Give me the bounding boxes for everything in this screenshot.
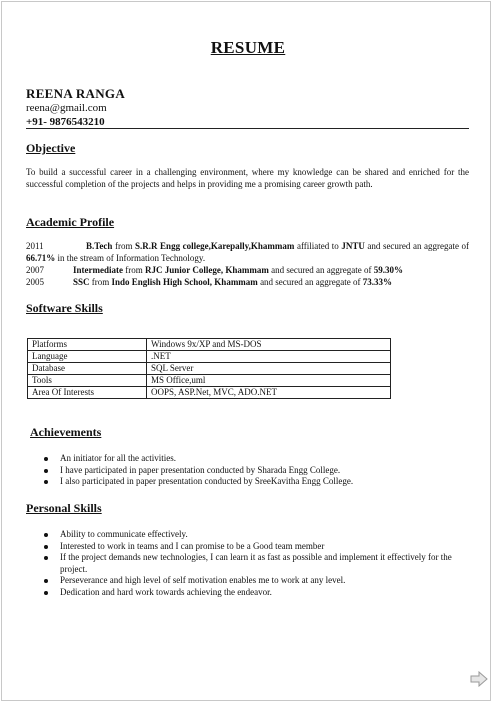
skills-row (28, 351, 391, 363)
bullet-icon (44, 469, 48, 473)
academic-emphasis: JNTU (341, 241, 365, 251)
list-item-text: Ability to communicate effectively. (60, 529, 188, 539)
skill-category: Area Of Interests (28, 387, 147, 399)
achievements-list (44, 453, 464, 488)
skills-row (28, 339, 391, 351)
skills-row (28, 363, 391, 375)
skill-category: Language (28, 351, 147, 363)
academic-text: from (112, 241, 136, 251)
academic-row (26, 265, 469, 277)
academic-emphasis: 66.71% (26, 252, 56, 263)
objective-text: To build a successful career in a challenging environment, where my knowledge can be shared and enriched for the successful completion of the projects and helps in providing me a promising career growth path. (26, 167, 469, 189)
skill-value: OOPS, ASP.Net, MVC, ADO.NET (147, 387, 391, 399)
list-item (44, 587, 464, 599)
academic-detail (73, 265, 469, 277)
skill-value: MS Office,uml (147, 375, 391, 387)
software-skills-table (27, 338, 391, 399)
skill-value: Windows 9x/XP and MS-DOS (147, 339, 391, 351)
academic-detail (73, 277, 469, 289)
skills-row (28, 375, 391, 387)
list-item-text: An initiator for all the activities. (60, 453, 176, 463)
skill-category: Platforms (28, 339, 147, 351)
software-skills-heading: Software Skills (26, 301, 103, 315)
list-item-text: Dedication and hard work towards achieving the endeavor. (60, 586, 272, 597)
academic-emphasis: 59.30% (373, 265, 404, 275)
bullet-icon (44, 480, 48, 484)
academic-text: from (122, 265, 145, 275)
academic-text: and secured an aggregate of (257, 277, 363, 287)
candidate-name: REENA RANGA (26, 86, 126, 101)
academic-text: in the stream of Information Technology. (55, 252, 206, 263)
academic-row (26, 277, 469, 289)
list-item-text: Perseverance and high level of self motivation enables me to work at any level. (60, 575, 346, 585)
skill-value: .NET (147, 351, 391, 363)
list-item (44, 476, 464, 488)
bullet-icon (44, 545, 48, 549)
academic-emphasis: Indo English High School, Khammam (111, 277, 258, 287)
page-title: RESUME (210, 38, 286, 57)
list-item (44, 575, 464, 587)
candidate-phone: +91- 9876543210 (26, 116, 105, 128)
objective-heading: Objective (26, 141, 76, 155)
candidate-email: reena@gmail.com (26, 102, 107, 114)
bullet-icon (44, 591, 48, 595)
academic-emphasis: RJC Junior College, Khammam (144, 265, 269, 275)
academic-text: affiliated to (294, 241, 342, 251)
list-item-text: Interested to work in teams and I can promise to be a Good team member (60, 540, 325, 551)
academic-text: and secured an aggregate of (364, 241, 469, 251)
personal-skills-heading: Personal Skills (26, 501, 102, 515)
academic-text: and secured an aggregate of (268, 265, 374, 275)
list-item-text: I also participated in paper presentation conducted by SreeKavitha Engg College. (60, 476, 354, 486)
skill-category: Tools (28, 375, 147, 387)
bullet-icon (44, 556, 48, 560)
skills-row (28, 387, 391, 399)
list-item-text: I have participated in paper presentation conducted by Sharada Engg College. (60, 464, 341, 475)
academic-detail (26, 241, 469, 264)
bullet-icon (44, 533, 48, 537)
academic-year: 2007 (26, 265, 44, 275)
list-item (44, 529, 464, 541)
skill-value: SQL Server (147, 363, 391, 375)
academic-year: 2011 (26, 241, 44, 251)
bullet-icon (44, 457, 48, 461)
bullet-icon (44, 579, 48, 583)
academic-emphasis: 73.33% (362, 277, 393, 287)
academic-emphasis: B.Tech (86, 241, 113, 251)
header-divider (26, 128, 469, 129)
list-item (44, 465, 464, 477)
list-item (44, 552, 464, 575)
list-item (44, 541, 464, 553)
skill-category: Database (28, 363, 147, 375)
academic-emphasis: Intermediate (73, 265, 123, 275)
personal-skills-list (44, 529, 464, 598)
academic-text: from (89, 277, 112, 287)
academic-emphasis: SSC (73, 277, 90, 287)
academic-emphasis: S.R.R Engg college,Karepally,Khammam (135, 241, 295, 251)
list-item (44, 453, 464, 465)
academic-row (26, 241, 469, 265)
list-item-text: If the project demands new technologies, I can learn it as fast as possible and implement it effectively for the project. (60, 552, 452, 574)
academic-year: 2005 (26, 277, 44, 287)
next-arrow-icon[interactable] (470, 671, 488, 687)
achievements-heading: Achievements (30, 425, 102, 439)
academic-heading: Academic Profile (26, 215, 115, 229)
